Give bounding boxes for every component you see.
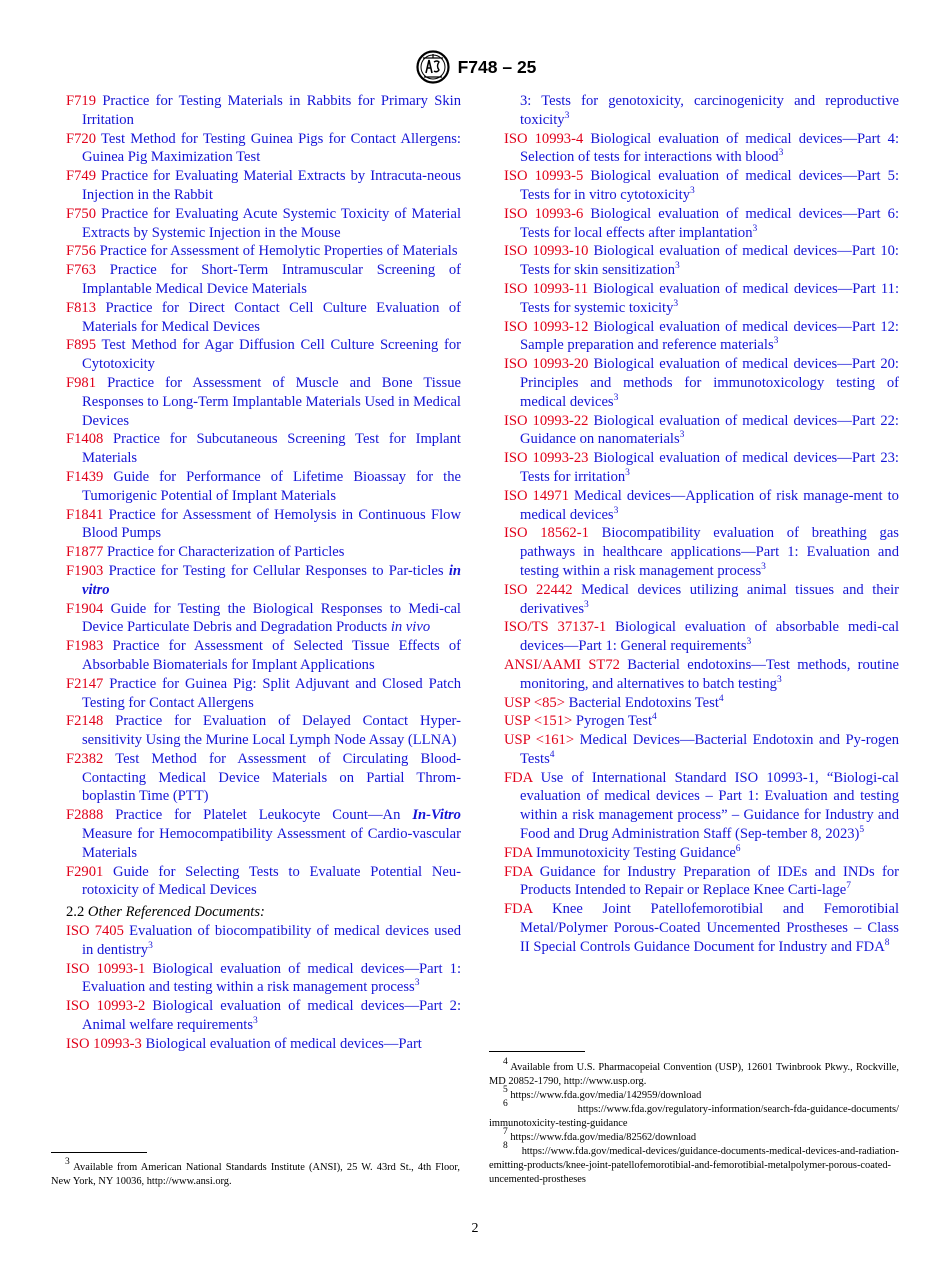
reference-title-italic: in vivo [390,619,431,636]
reference-title[interactable] [82,923,461,958]
reference-item [504,769,899,844]
footnote-number: 4 [503,1057,508,1067]
footnote [489,1099,899,1131]
footnote [489,1127,899,1145]
reference-item [504,412,899,450]
reference-title-italic: In-Vitro [412,807,461,824]
reference-code[interactable]: F1841 [66,506,104,523]
footnote-divider [489,1051,585,1052]
footnote-text: https://www.fda.gov/regulatory-information/search-fda-guidance-documents/ immunotoxicity-testing-guidance [489,1104,899,1129]
reference-title[interactable] [536,845,741,861]
reference-title[interactable]: Test Method for Testing Guinea Pigs for Contact Allergens: Guinea Pig Maximization Test [82,130,461,166]
reference-title[interactable]: Practice for Testing Materials in Rabbits for Primary Skin Irritation [82,93,461,128]
reference-item [66,750,461,806]
reference-title[interactable] [569,695,724,711]
reference-item [66,299,461,337]
footnote-marker: 3 [746,637,752,648]
reference-title[interactable] [576,713,657,729]
reference-item [66,600,461,638]
right-column [504,92,899,957]
footnote-marker: 8 [884,937,890,948]
reference-title-text: Evaluation of biocompatibility of medical devices used in dentistry [82,923,461,958]
reference-code[interactable]: ISO 10993-20 [504,356,589,373]
reference-title-text: Biological evaluation of medical devices—Part 10: Tests for skin sensitization [520,243,899,279]
reference-title-text: Practice for Testing for Cellular Responses to Par-ticles [108,562,444,579]
footnote-number: 7 [503,1127,508,1137]
reference-code[interactable]: ISO 10993-12 [504,318,589,335]
reference-code[interactable]: ISO 10993-2 [66,998,146,1015]
reference-title[interactable]: Practice for Assessment of Selected Tissue Effects of Absorbable Biomaterials for Implant Applications [82,638,461,673]
reference-title[interactable]: Test Method for Assessment of Circulating Blood-Contacting Medical Device Materials on Partial Throm-boplastin Time (PTT) [82,750,461,805]
footnote-number: 6 [503,1099,508,1109]
section-heading [66,903,461,922]
reference-code[interactable]: ISO 22442 [504,581,573,598]
footnote-number: 8 [503,1141,508,1151]
reference-code[interactable]: F2888 [66,807,104,824]
reference-title[interactable] [520,732,899,767]
reference-title-text: Biological evaluation of medical devices—Part 1: Evaluation and testing within a risk management process [82,960,462,996]
footnote [489,1057,899,1089]
footnote-marker: 3 [613,505,619,516]
reference-item [66,712,461,750]
footnote-marker: 3 [253,1016,258,1027]
reference-code[interactable]: F981 [66,374,97,391]
reference-item [66,543,461,562]
reference-title-text: Guide for Testing the Biological Responses to Medi-cal Device Particulate Debris and Degradation Products [82,600,461,636]
reference-item [504,656,899,694]
reference-title-text: Use of International Standard ISO 10993-1, “Biologi-cal evaluation of medical devices – Part 1: Evaluation and testing within a risk management process” – Guidance for Industry and Food and Drug Administration Staff (Sep-tember 8, 2023) [520,769,899,843]
astm-logo-icon [414,50,452,84]
reference-code[interactable]: ISO 10993-4 [504,130,584,147]
reference-code[interactable]: F895 [66,337,97,354]
reference-title-text: Pyrogen Test [575,713,653,730]
reference-title[interactable]: Guide for Performance of Lifetime Bioassay for the Tumorigenic Potential of Implant Materials [82,468,461,504]
reference-item [504,242,899,280]
footnote-marker: 3 [679,430,685,441]
reference-code[interactable]: F763 [66,262,97,279]
reference-item [66,242,461,261]
reference-code[interactable]: FDA [504,901,533,918]
reference-title-text: Guidance for Industry Preparation of IDEs and INDs for Products Intended to Repair or Replace Knee Carti-lage [520,863,899,899]
footnote [489,1141,899,1187]
reference-code[interactable]: F719 [66,93,97,109]
reference-title-text: Medical devices utilizing animal tissues and their derivatives [520,581,899,617]
footnote-marker: 3 [414,978,420,989]
reference-code[interactable]: F1877 [66,544,104,561]
reference-title-text: Biocompatibility evaluation of breathing gas pathways in healthcare applications—Part 1: Evaluation and testing within a risk management process [520,525,899,579]
reference-item [66,167,461,205]
reference-code[interactable]: F1904 [66,600,104,617]
reference-title-italic: in vitro [82,562,461,598]
footnote-marker: 3 [675,261,680,272]
reference-title-text: Immunotoxicity Testing Guidance [536,844,736,861]
reference-title[interactable]: Practice for Subcutaneous Screening Test for Implant Materials [82,431,461,467]
reference-item [66,374,461,430]
reference-title-text: Medical Devices—Bacterial Endotoxin and Py-rogen Tests [520,732,899,767]
reference-item [504,524,899,580]
reference-title-text: Biological evaluation of medical devices—Part 22: Guidance on nanomaterials [520,412,899,448]
footnote-divider [51,1152,147,1153]
reference-item [66,562,461,600]
footnote-text: https://www.fda.gov/media/82562/download [510,1132,697,1143]
reference-item [504,280,899,318]
reference-item [504,449,899,487]
left-column [66,92,461,1054]
reference-item [66,675,461,713]
reference-title[interactable]: Practice for Short-Term Intramuscular Screening of Implantable Medical Device Materials [82,262,462,297]
reference-title-text: Measure for Hemocompatibility Assessment of Cardio-vascular Materials [82,826,461,861]
footnote-text: Available from U.S. Pharmacopeial Convention (USP), 12601 Twinbrook Pkwy., Rockville, MD 20852-1790, http://www.usp.org. [489,1062,899,1087]
reference-item [66,92,461,130]
reference-item [504,731,899,769]
reference-title-text: Biological evaluation of medical devices—Part 2: Animal welfare requirements [82,998,462,1034]
reference-code[interactable]: ANSI/AAMI ST72 [504,656,620,673]
reference-title-text: Bacterial Endotoxins Test [568,694,719,711]
reference-title-text: Biological evaluation of medical devices—Part 5: Tests for in vitro cytotoxicity [520,168,900,203]
reference-item [504,487,899,525]
reference-title[interactable] [520,582,899,617]
reference-code[interactable]: F813 [66,299,97,316]
footnote-text: https://www.fda.gov/medical-devices/guidance-documents-medical-devices-and-radiation-emitting-products/knee-joint-patellofemorotibial-and-femorotibial-metalpolymer-porous-coated-uncemented-prostheses [489,1146,899,1185]
reference-code[interactable]: F1983 [66,638,104,655]
reference-item [504,318,899,356]
reference-item [66,468,461,506]
reference-item [66,997,461,1035]
section-number: 2.2 [66,904,85,921]
reference-code[interactable]: ISO 10993-6 [504,205,584,222]
footnote-marker: 3 [778,148,784,159]
reference-title[interactable] [82,601,461,636]
reference-item [66,336,461,374]
footnote-marker: 3 [625,467,630,478]
reference-code[interactable]: ISO 10993-10 [504,243,589,260]
reference-item [66,130,461,168]
reference-title-text: Biological evaluation of medical devices—Part 12: Sample preparation and reference materials [520,318,899,354]
reference-item [66,205,461,243]
footnotes-left [51,1157,460,1189]
reference-code[interactable]: F1408 [66,431,104,448]
reference-title[interactable]: Practice for Direct Contact Cell Culture Evaluation of Materials for Medical Devices [82,299,461,335]
reference-title[interactable]: Practice for Guinea Pig: Split Adjuvant and Closed Patch Testing for Contact Allergens [82,675,462,711]
reference-title-text: Biological evaluation of medical devices—Part 23: Tests for irritation [520,450,899,485]
footnote-number: 3 [65,1157,70,1167]
footnote-marker: 3 [613,392,619,403]
section-title: Other Referenced Documents: [87,904,265,921]
reference-item [66,1035,461,1054]
reference-item [66,960,461,998]
reference-code[interactable]: F720 [66,130,97,147]
reference-code[interactable]: ISO/TS 37137-1 [504,619,607,636]
reference-title-text: Bacterial endotoxins—Test methods, routine monitoring, and alternatives to batch testing [520,656,899,692]
footnote-marker: 3 [148,940,153,951]
reference-continuation [504,92,899,130]
reference-code[interactable]: F2382 [66,750,104,767]
reference-code[interactable]: FDA [504,863,533,880]
reference-title-text: Biological evaluation of absorbable medi-cal devices—Part 1: General requirements [520,619,899,655]
reference-title[interactable]: Practice for Evaluating Material Extracts by Intracuta-neous Injection in the Rabbit [82,168,461,203]
reference-item [66,806,461,862]
footnote-marker: 3 [776,674,782,685]
reference-title-text: Biological evaluation of medical devices—Part 11: Tests for systemic toxicity [520,280,900,316]
reference-item [66,863,461,901]
reference-code[interactable]: F749 [66,168,97,185]
footnote-marker: 6 [735,843,741,854]
reference-item [504,712,899,731]
reference-title-text: 3: Tests for genotoxicity, carcinogenicity and reproductive toxicity [520,93,899,128]
reference-title-text: Biological evaluation of medical devices—Part 6: Tests for local effects after implantation [520,205,900,241]
reference-code[interactable]: ISO 10993-11 [504,280,589,297]
reference-code[interactable]: FDA [504,844,533,861]
footnote-marker: 4 [549,749,555,760]
footnote-text: https://www.fda.gov/media/142959/download [510,1090,702,1101]
reference-code[interactable]: F2148 [66,713,104,730]
document-designation: F748 – 25 [457,56,537,77]
reference-title-text: Biological evaluation of medical devices—Part 20: Principles and methods for immunotoxicology testing of medical devices [520,356,899,410]
reference-title[interactable] [520,901,899,955]
footnote-marker: 7 [846,881,851,892]
reference-item [66,261,461,299]
reference-title-text: Medical devices—Application of risk manage-ment to medical devices [520,487,899,523]
footnote-text: Available from American National Standards Institute (ANSI), 25 W. 43rd St., 4th Floor, New York, NY 10036, http://www.ansi.org. [51,1162,460,1187]
reference-title[interactable]: Practice for Characterization of Particles [106,544,345,561]
footnote-marker: 4 [652,712,657,723]
reference-title[interactable] [520,770,899,842]
footnote-marker: 3 [564,110,570,121]
reference-code[interactable]: USP <85> [504,694,565,711]
reference-item [504,618,899,656]
footnote-number: 5 [503,1085,508,1095]
reference-code[interactable]: USP <161> [504,732,575,749]
reference-code[interactable]: F1903 [66,562,104,579]
reference-code[interactable]: ISO 14971 [504,487,570,504]
reference-code[interactable]: ISO 10993-3 [66,1035,142,1052]
reference-title[interactable]: Guide for Selecting Tests to Evaluate Potential Neu-rotoxicity of Medical Devices [82,863,461,899]
footnote [489,1085,899,1103]
reference-title[interactable]: Test Method for Agar Diffusion Cell Culture Screening for Cytotoxicity [82,337,462,373]
reference-title[interactable] [520,93,899,128]
reference-title[interactable]: Practice for Evaluating Acute Systemic Toxicity of Material Extracts by Systemic Injection in the Mouse [82,205,461,241]
reference-item [504,900,899,956]
reference-code[interactable]: USP <151> [504,713,573,730]
reference-item [66,506,461,544]
reference-code[interactable]: ISO 10993-5 [504,168,584,185]
reference-title[interactable]: Biological evaluation of medical devices—Part [145,1035,422,1052]
footnote-marker: 3 [773,336,779,347]
footnote-marker: 3 [584,599,589,610]
footnotes-right [489,1057,899,1187]
reference-item [504,167,899,205]
page-header [0,50,950,84]
reference-code[interactable]: F2147 [66,675,104,692]
reference-title[interactable] [82,563,461,598]
reference-title[interactable]: Practice for Assessment of Hemolysis in Continuous Flow Blood Pumps [82,506,461,542]
reference-code[interactable]: ISO 18562-1 [504,525,589,542]
reference-code[interactable]: ISO 10993-1 [66,960,146,977]
reference-item [504,694,899,713]
reference-title[interactable] [520,864,899,899]
footnote-marker: 3 [690,185,695,196]
reference-item [504,581,899,619]
footnote-marker: 3 [761,561,766,572]
footnote [51,1157,460,1189]
reference-item [66,922,461,960]
reference-code[interactable]: FDA [504,769,533,786]
reference-item [66,430,461,468]
reference-title[interactable] [520,488,899,523]
footnote-marker: 5 [859,825,865,836]
reference-title-text: Knee Joint Patellofemorotibial and Femorotibial Metal/Polymer Porous-Coated Uncemented Prostheses – Class II Special Controls Guidance Document for Industry and FDA [520,901,899,955]
reference-item [504,844,899,863]
reference-item [504,863,899,901]
reference-title-text: Biological evaluation of medical devices—Part 4: Selection of tests for interactions with blood [520,130,900,166]
page-number: 2 [471,1221,479,1236]
reference-title[interactable]: Practice for Assessment of Muscle and Bone Tissue Responses to Long-Term Implantable Materials Used in Medical Devices [82,374,461,429]
reference-code[interactable]: ISO 10993-23 [504,450,589,467]
reference-item [504,355,899,411]
footnote-marker: 3 [673,298,679,309]
reference-item [504,205,899,243]
reference-code[interactable]: F750 [66,205,97,222]
footnote-marker: 4 [718,693,724,704]
reference-code[interactable]: F1439 [66,468,104,485]
reference-title[interactable]: Practice for Evaluation of Delayed Contact Hyper-sensitivity Using the Murine Local Lymph Node Assay (LLNA) [82,713,461,749]
reference-title[interactable] [82,807,461,861]
reference-title[interactable]: Practice for Assessment of Hemolytic Properties of Materials [99,243,458,260]
reference-title-text: Practice for Platelet Leukocyte Count—An [115,807,401,824]
reference-item [504,130,899,168]
reference-item [66,637,461,675]
reference-code[interactable]: F2901 [66,863,104,880]
reference-code[interactable]: ISO 7405 [66,923,124,940]
footnote-marker: 3 [752,223,758,234]
reference-code[interactable]: ISO 10993-22 [504,412,589,429]
reference-code[interactable]: F756 [66,243,97,260]
